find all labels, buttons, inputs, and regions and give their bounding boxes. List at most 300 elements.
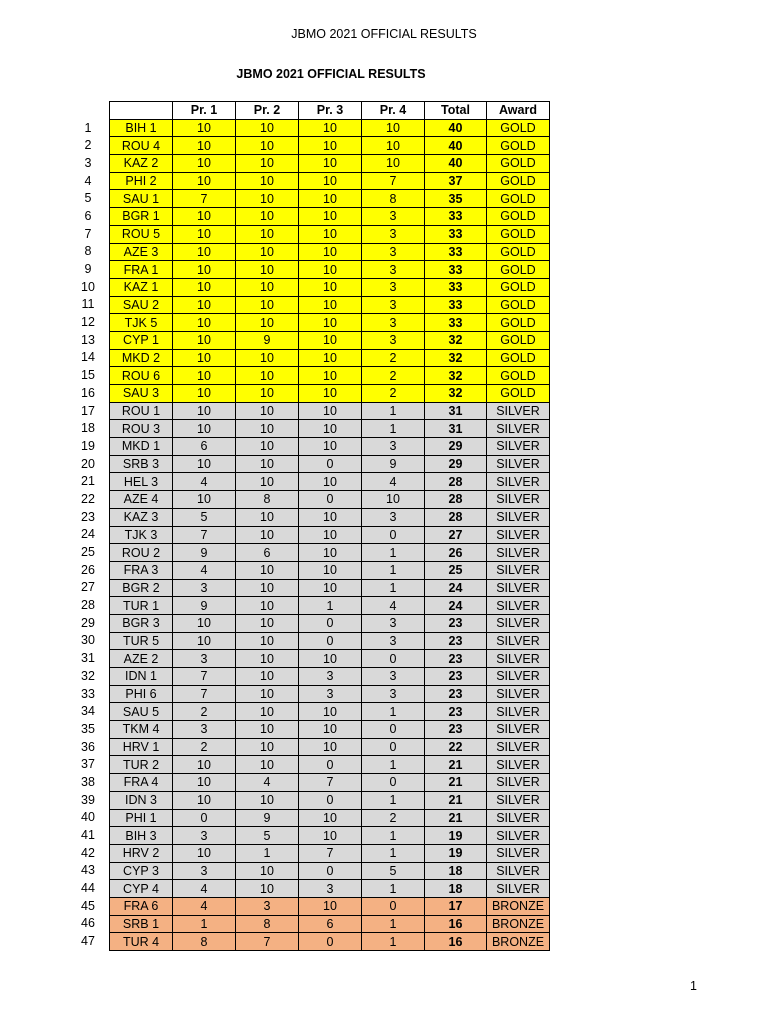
problem-1-score: 4 [173, 561, 236, 579]
total-score: 32 [425, 331, 487, 349]
problem-4-score: 4 [362, 473, 425, 491]
award-cell: SILVER [487, 579, 550, 597]
problem-1-score: 2 [173, 738, 236, 756]
table-row [110, 738, 550, 756]
award-cell: GOLD [487, 190, 550, 208]
award-cell: SILVER [487, 632, 550, 650]
problem-2-score: 10 [236, 155, 299, 173]
problem-1-score: 10 [173, 119, 236, 137]
award-cell: GOLD [487, 367, 550, 385]
problem-1-score: 1 [173, 915, 236, 933]
table-row [110, 438, 550, 456]
problem-3-score: 10 [299, 473, 362, 491]
problem-3-score: 3 [299, 880, 362, 898]
total-score: 19 [425, 827, 487, 845]
table-row [110, 632, 550, 650]
award-cell: SILVER [487, 738, 550, 756]
team-cell: MKD 2 [110, 349, 173, 367]
problem-3-score: 10 [299, 331, 362, 349]
problem-1-score: 9 [173, 597, 236, 615]
total-score: 33 [425, 278, 487, 296]
total-score: 35 [425, 190, 487, 208]
problem-1-score: 10 [173, 367, 236, 385]
total-score: 33 [425, 296, 487, 314]
team-cell: TUR 2 [110, 756, 173, 774]
problem-2-score: 10 [236, 349, 299, 367]
problem-4-score: 3 [362, 314, 425, 332]
problem-2-score: 10 [236, 862, 299, 880]
total-score: 33 [425, 243, 487, 261]
problem-2-score: 10 [236, 402, 299, 420]
problem-4-score: 3 [362, 208, 425, 226]
team-cell: CYP 1 [110, 331, 173, 349]
problem-3-score: 10 [299, 243, 362, 261]
problem-2-score: 10 [236, 225, 299, 243]
table-row [110, 827, 550, 845]
problem-2-score: 10 [236, 668, 299, 686]
table-row [110, 774, 550, 792]
problem-4-score: 0 [362, 774, 425, 792]
problem-4-score: 1 [362, 844, 425, 862]
rank-number: 21 [81, 474, 95, 489]
problem-1-score: 4 [173, 897, 236, 915]
problem-2-score: 10 [236, 685, 299, 703]
total-score: 31 [425, 402, 487, 420]
team-cell: CYP 4 [110, 880, 173, 898]
problem-3-score: 10 [299, 385, 362, 403]
problem-2-score: 10 [236, 455, 299, 473]
rank-number: 22 [81, 491, 95, 506]
table-row [110, 544, 550, 562]
table-row [110, 172, 550, 190]
team-cell: TUR 5 [110, 632, 173, 650]
problem-1-score: 10 [173, 172, 236, 190]
award-cell: SILVER [487, 561, 550, 579]
award-cell: GOLD [487, 137, 550, 155]
table-row [110, 791, 550, 809]
problem-2-score: 9 [236, 809, 299, 827]
award-cell: GOLD [487, 225, 550, 243]
team-cell: AZE 4 [110, 491, 173, 509]
problem-3-score: 0 [299, 491, 362, 509]
rank-number: 2 [84, 138, 92, 153]
problem-3-score: 10 [299, 703, 362, 721]
problem-3-score: 0 [299, 933, 362, 951]
problem-2-score: 10 [236, 473, 299, 491]
award-cell: SILVER [487, 455, 550, 473]
team-cell: ROU 2 [110, 544, 173, 562]
total-score: 19 [425, 844, 487, 862]
problem-2-score: 10 [236, 172, 299, 190]
problem-4-score: 0 [362, 738, 425, 756]
total-score: 33 [425, 208, 487, 226]
total-score: 26 [425, 544, 487, 562]
document-title: JBMO 2021 OFFICIAL RESULTS [236, 67, 426, 81]
total-score: 21 [425, 756, 487, 774]
team-cell: IDN 3 [110, 791, 173, 809]
problem-3-score: 10 [299, 278, 362, 296]
problem-2-score: 10 [236, 367, 299, 385]
problem-4-score: 0 [362, 721, 425, 739]
problem-3-score: 10 [299, 738, 362, 756]
problem-3-score: 0 [299, 791, 362, 809]
award-cell: GOLD [487, 331, 550, 349]
problem-4-score: 5 [362, 862, 425, 880]
total-score: 33 [425, 314, 487, 332]
rank-number: 37 [81, 757, 95, 772]
team-cell: BIH 3 [110, 827, 173, 845]
award-cell: SILVER [487, 526, 550, 544]
award-cell: GOLD [487, 278, 550, 296]
total-score: 24 [425, 597, 487, 615]
table-row [110, 243, 550, 261]
table-row [110, 491, 550, 509]
problem-1-score: 3 [173, 579, 236, 597]
problem-2-score: 10 [236, 791, 299, 809]
problem-3-score: 10 [299, 897, 362, 915]
table-row [110, 349, 550, 367]
problem-1-score: 8 [173, 933, 236, 951]
rank-number: 38 [81, 774, 95, 789]
problem-1-score: 10 [173, 385, 236, 403]
problem-1-score: 10 [173, 331, 236, 349]
problem-4-score: 0 [362, 897, 425, 915]
problem-4-score: 3 [362, 632, 425, 650]
team-cell: PHI 1 [110, 809, 173, 827]
problem-3-score: 10 [299, 119, 362, 137]
team-cell: SRB 3 [110, 455, 173, 473]
award-cell: SILVER [487, 420, 550, 438]
rank-number: 3 [84, 155, 92, 170]
problem-3-score: 10 [299, 579, 362, 597]
team-cell: FRA 6 [110, 897, 173, 915]
rank-number: 26 [81, 562, 95, 577]
problem-3-score: 1 [299, 597, 362, 615]
problem-1-score: 10 [173, 296, 236, 314]
problem-3-score: 7 [299, 774, 362, 792]
problem-3-score: 10 [299, 172, 362, 190]
rank-number: 15 [81, 368, 95, 383]
total-score: 29 [425, 438, 487, 456]
team-cell: FRA 4 [110, 774, 173, 792]
total-score: 16 [425, 933, 487, 951]
problem-3-score: 0 [299, 632, 362, 650]
total-score: 21 [425, 774, 487, 792]
award-cell: SILVER [487, 791, 550, 809]
problem-3-score: 10 [299, 261, 362, 279]
problem-4-score: 9 [362, 455, 425, 473]
problem-2-score: 10 [236, 561, 299, 579]
problem-2-score: 10 [236, 190, 299, 208]
award-cell: SILVER [487, 880, 550, 898]
rank-number: 25 [81, 545, 95, 559]
rank-number: 47 [81, 934, 95, 949]
table-row [110, 862, 550, 880]
team-cell: TKM 4 [110, 721, 173, 739]
table-row [110, 933, 550, 951]
problem-2-score: 10 [236, 738, 299, 756]
team-cell: HRV 2 [110, 844, 173, 862]
total-score: 18 [425, 880, 487, 898]
column-header-award: Award [487, 102, 550, 120]
rank-number: 11 [81, 297, 95, 312]
rank-number: 20 [81, 456, 95, 471]
total-score: 27 [425, 526, 487, 544]
problem-3-score: 10 [299, 650, 362, 668]
award-cell: GOLD [487, 385, 550, 403]
problem-3-score: 3 [299, 668, 362, 686]
problem-1-score: 0 [173, 809, 236, 827]
table-row [110, 880, 550, 898]
award-cell: GOLD [487, 296, 550, 314]
problem-4-score: 3 [362, 668, 425, 686]
table-row [110, 402, 550, 420]
award-cell: SILVER [487, 402, 550, 420]
problem-3-score: 10 [299, 827, 362, 845]
table-row [110, 137, 550, 155]
problem-3-score: 10 [299, 508, 362, 526]
problem-4-score: 3 [362, 331, 425, 349]
award-cell: GOLD [487, 243, 550, 261]
problem-4-score: 3 [362, 296, 425, 314]
rank-number: 9 [84, 262, 92, 276]
problem-4-score: 1 [362, 579, 425, 597]
problem-1-score: 7 [173, 668, 236, 686]
problem-2-score: 1 [236, 844, 299, 862]
problem-4-score: 2 [362, 367, 425, 385]
problem-4-score: 3 [362, 225, 425, 243]
award-cell: SILVER [487, 721, 550, 739]
problem-2-score: 10 [236, 278, 299, 296]
rank-number: 13 [81, 332, 95, 347]
problem-3-score: 10 [299, 296, 362, 314]
rank-number: 12 [81, 315, 95, 330]
table-row [110, 561, 550, 579]
problem-3-score: 10 [299, 438, 362, 456]
team-cell: AZE 3 [110, 243, 173, 261]
problem-4-score: 1 [362, 402, 425, 420]
problem-4-score: 1 [362, 561, 425, 579]
award-cell: GOLD [487, 349, 550, 367]
problem-2-score: 8 [236, 915, 299, 933]
problem-2-score: 10 [236, 579, 299, 597]
total-score: 23 [425, 685, 487, 703]
team-cell: ROU 1 [110, 402, 173, 420]
column-header-pr3: Pr. 3 [299, 102, 362, 120]
rank-number: 46 [81, 916, 95, 931]
rank-number: 4 [84, 173, 92, 188]
problem-2-score: 10 [236, 614, 299, 632]
rank-number: 43 [81, 863, 95, 878]
rank-number: 7 [84, 226, 92, 241]
total-score: 28 [425, 491, 487, 509]
award-cell: SILVER [487, 473, 550, 491]
problem-1-score: 10 [173, 756, 236, 774]
table-row [110, 579, 550, 597]
rank-number: 42 [81, 845, 95, 860]
problem-1-score: 10 [173, 137, 236, 155]
rank-number: 32 [81, 668, 95, 683]
problem-3-score: 10 [299, 561, 362, 579]
table-row [110, 314, 550, 332]
problem-4-score: 3 [362, 614, 425, 632]
problem-3-score: 0 [299, 455, 362, 473]
problem-4-score: 1 [362, 933, 425, 951]
rank-number: 28 [81, 598, 95, 613]
problem-1-score: 3 [173, 862, 236, 880]
problem-4-score: 0 [362, 526, 425, 544]
problem-3-score: 3 [299, 685, 362, 703]
problem-2-score: 10 [236, 137, 299, 155]
column-header-pr4: Pr. 4 [362, 102, 425, 120]
total-score: 32 [425, 367, 487, 385]
problem-3-score: 10 [299, 137, 362, 155]
results-table-body [110, 119, 550, 950]
award-cell: SILVER [487, 685, 550, 703]
problem-1-score: 10 [173, 225, 236, 243]
rank-number: 30 [81, 633, 95, 648]
award-cell: SILVER [487, 756, 550, 774]
problem-1-score: 10 [173, 155, 236, 173]
problem-2-score: 8 [236, 491, 299, 509]
award-cell: SILVER [487, 827, 550, 845]
team-cell: PHI 6 [110, 685, 173, 703]
award-cell: SILVER [487, 508, 550, 526]
award-cell: BRONZE [487, 897, 550, 915]
table-row [110, 844, 550, 862]
award-cell: SILVER [487, 650, 550, 668]
award-cell: BRONZE [487, 915, 550, 933]
rank-number: 35 [81, 721, 95, 736]
problem-2-score: 10 [236, 420, 299, 438]
problem-1-score: 10 [173, 261, 236, 279]
problem-1-score: 10 [173, 208, 236, 226]
column-header-pr1: Pr. 1 [173, 102, 236, 120]
team-cell: BGR 3 [110, 614, 173, 632]
problem-2-score: 3 [236, 897, 299, 915]
table-row [110, 367, 550, 385]
rank-number: 41 [81, 828, 95, 842]
problem-2-score: 4 [236, 774, 299, 792]
team-cell: KAZ 1 [110, 278, 173, 296]
problem-4-score: 2 [362, 385, 425, 403]
problem-4-score: 1 [362, 756, 425, 774]
table-row [110, 190, 550, 208]
problem-2-score: 10 [236, 508, 299, 526]
problem-4-score: 10 [362, 119, 425, 137]
team-cell: TUR 1 [110, 597, 173, 615]
award-cell: SILVER [487, 438, 550, 456]
total-score: 23 [425, 614, 487, 632]
problem-4-score: 2 [362, 349, 425, 367]
award-cell: SILVER [487, 844, 550, 862]
team-cell: IDN 1 [110, 668, 173, 686]
table-row [110, 508, 550, 526]
problem-3-score: 10 [299, 155, 362, 173]
page-number: 1 [690, 979, 697, 993]
problem-2-score: 10 [236, 208, 299, 226]
problem-2-score: 10 [236, 632, 299, 650]
problem-1-score: 10 [173, 314, 236, 332]
team-cell: SRB 1 [110, 915, 173, 933]
problem-2-score: 10 [236, 296, 299, 314]
problem-2-score: 9 [236, 331, 299, 349]
problem-3-score: 10 [299, 809, 362, 827]
table-row [110, 756, 550, 774]
total-score: 23 [425, 668, 487, 686]
problem-4-score: 1 [362, 827, 425, 845]
problem-2-score: 10 [236, 385, 299, 403]
team-cell: FRA 3 [110, 561, 173, 579]
table-row [110, 650, 550, 668]
rank-number: 6 [84, 208, 92, 223]
award-cell: SILVER [487, 862, 550, 880]
total-score: 40 [425, 137, 487, 155]
rank-number: 40 [81, 810, 95, 825]
problem-1-score: 7 [173, 190, 236, 208]
problem-3-score: 10 [299, 402, 362, 420]
award-cell: BRONZE [487, 933, 550, 951]
problem-3-score: 10 [299, 208, 362, 226]
problem-1-score: 10 [173, 243, 236, 261]
problem-3-score: 10 [299, 420, 362, 438]
table-row [110, 685, 550, 703]
award-cell: SILVER [487, 774, 550, 792]
rank-number: 18 [81, 421, 95, 436]
problem-2-score: 10 [236, 756, 299, 774]
total-score: 31 [425, 420, 487, 438]
team-cell: SAU 3 [110, 385, 173, 403]
problem-4-score: 1 [362, 420, 425, 438]
award-cell: GOLD [487, 172, 550, 190]
award-cell: SILVER [487, 703, 550, 721]
problem-2-score: 10 [236, 526, 299, 544]
total-score: 28 [425, 473, 487, 491]
award-cell: GOLD [487, 119, 550, 137]
problem-2-score: 10 [236, 880, 299, 898]
problem-1-score: 10 [173, 791, 236, 809]
problem-4-score: 7 [362, 172, 425, 190]
problem-4-score: 3 [362, 261, 425, 279]
rank-number: 34 [81, 704, 95, 719]
problem-1-score: 9 [173, 544, 236, 562]
table-row [110, 296, 550, 314]
table-row [110, 897, 550, 915]
team-cell: TJK 3 [110, 526, 173, 544]
rank-number: 44 [81, 881, 95, 896]
team-cell: TJK 5 [110, 314, 173, 332]
team-cell: PHI 2 [110, 172, 173, 190]
table-row [110, 155, 550, 173]
total-score: 33 [425, 225, 487, 243]
results-table [109, 101, 550, 951]
problem-2-score: 10 [236, 650, 299, 668]
total-score: 32 [425, 349, 487, 367]
table-row [110, 208, 550, 226]
award-cell: GOLD [487, 208, 550, 226]
rank-number: 39 [81, 792, 95, 807]
rank-number: 19 [81, 438, 95, 453]
problem-3-score: 10 [299, 190, 362, 208]
problem-3-score: 10 [299, 225, 362, 243]
problem-4-score: 1 [362, 703, 425, 721]
team-cell: ROU 4 [110, 137, 173, 155]
rank-number: 5 [84, 191, 92, 206]
award-cell: SILVER [487, 809, 550, 827]
table-row [110, 809, 550, 827]
problem-4-score: 10 [362, 491, 425, 509]
problem-1-score: 5 [173, 508, 236, 526]
